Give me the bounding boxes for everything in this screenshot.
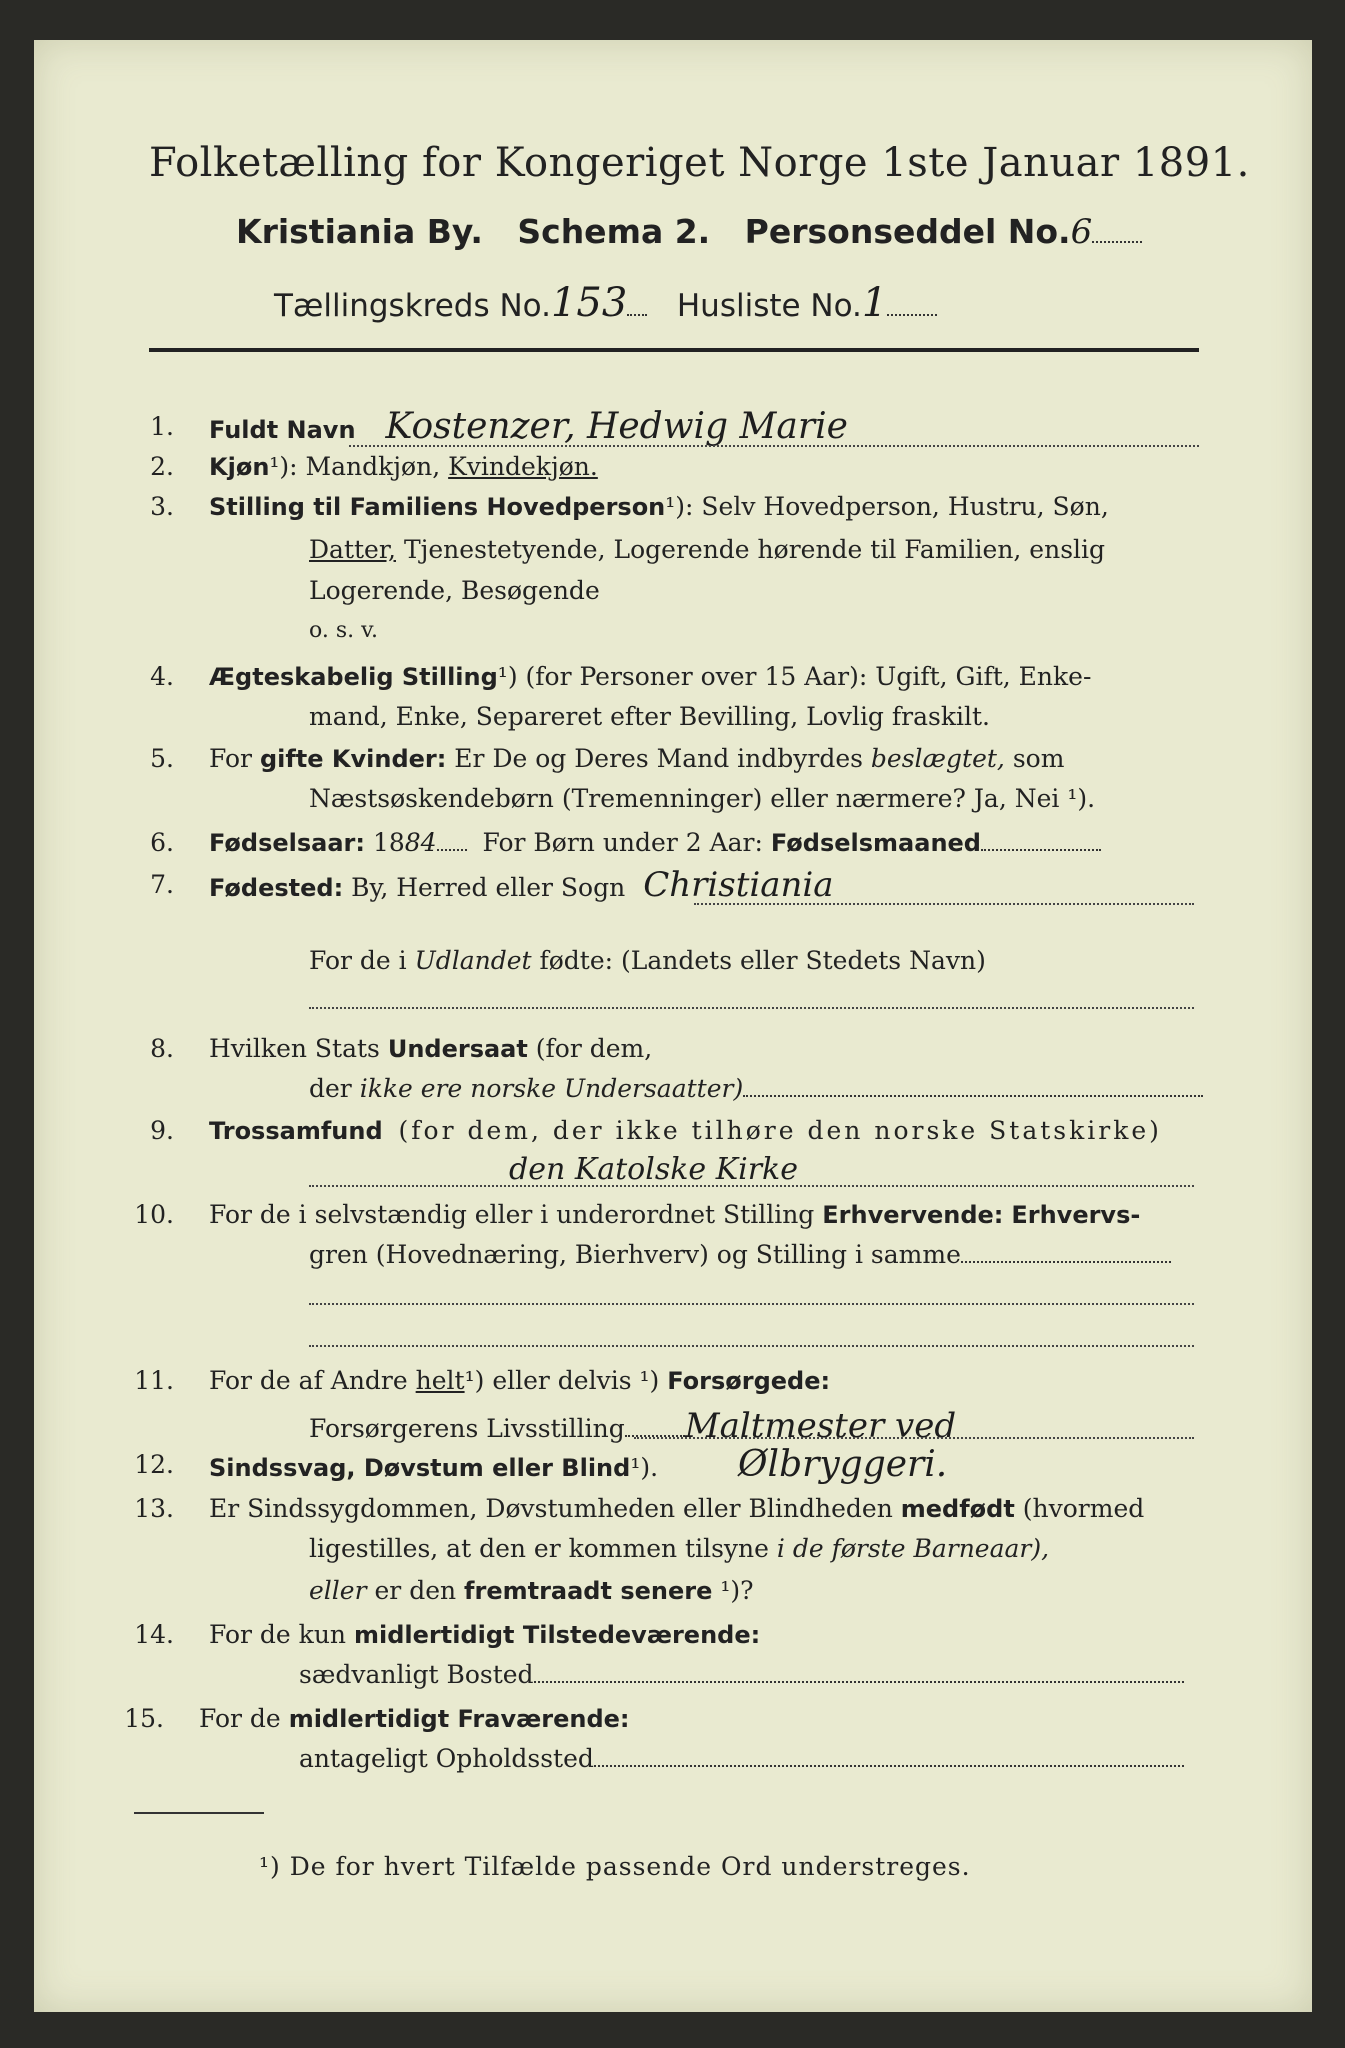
selected-option: Datter, (309, 535, 396, 564)
question-text: ¹) (for Personer over 15 Aar): Ugift, Gift, Enke- (497, 662, 1092, 691)
question-label: fremtraadt senere (464, 1577, 713, 1605)
question-text: antageligt Opholdssted (299, 1744, 594, 1773)
question-label: Undersaat (387, 1035, 528, 1063)
question-label: Ægteskabelig Stilling (209, 663, 498, 691)
question-8-line-2 (309, 1074, 1203, 1103)
question-text: For (209, 744, 252, 773)
question-10-line-2 (309, 1240, 1171, 1269)
question-text: By, Herred eller Sogn (351, 873, 626, 902)
selected-option: Kvindekjøn. (448, 452, 598, 481)
footnote-rule (134, 1812, 264, 1814)
question-text: ¹): Selv Hovedperson, Hustru, Søn, (665, 492, 1109, 521)
question-text: ¹)? (720, 1576, 754, 1605)
question-label: Erhvervende: (822, 1201, 1004, 1229)
question-label: Sindssvag, Døvstum eller Blind (209, 1454, 631, 1482)
answer-line (309, 1302, 1194, 1305)
husliste-label: Husliste No. (676, 288, 862, 324)
question-text: (hvormed (1022, 1494, 1145, 1523)
header-rule (149, 348, 1199, 352)
question-text: For de kun (209, 1620, 347, 1649)
question-number: 11. (134, 1366, 174, 1395)
personseddel-value: 6 (1070, 212, 1093, 252)
footnote: ¹) De for hvert Tilfælde passende Ord understreges. (259, 1852, 971, 1881)
year-prefix: 18 (372, 828, 405, 857)
religion-answer-wrap (509, 1152, 798, 1187)
question-number: 2. (150, 452, 174, 481)
question-4-line-2: mand, Enke, Separeret efter Bevilling, Lovlig fraskilt. (309, 702, 990, 731)
question-number: 3. (150, 492, 174, 521)
question-label: Trossamfund (209, 1117, 383, 1145)
question-text: ¹) eller delvis ¹) (464, 1366, 660, 1395)
question-text: der (309, 1074, 352, 1103)
question-3-line-2 (309, 535, 1105, 564)
question-text: Er Sindssygdommen, Døvstumheden eller Blindheden (209, 1494, 893, 1523)
question-5-line-2: Næstsøskendebørn (Tremenninger) eller nærmere? Ja, Nei ¹). (309, 784, 1096, 813)
question-text: fødte: (Landets eller Stedets Navn) (539, 946, 986, 975)
question-number: 4. (150, 662, 174, 691)
city-label: Kristiania By. (236, 212, 483, 251)
question-label: Kjøn (209, 453, 270, 481)
question-15-line-2 (299, 1744, 1184, 1773)
question-3-line-3: Logerende, Besøgende (309, 576, 600, 605)
schema-label: Schema 2. (517, 212, 711, 251)
question-number: 12. (134, 1450, 174, 1479)
question-text: For de af Andre (209, 1366, 408, 1395)
form-title: Folketælling for Kongeriget Norge 1ste Januar 1891. (149, 140, 1250, 186)
form-subtitle-2 (274, 280, 937, 326)
question-text: (for dem, (535, 1034, 653, 1063)
birthplace-answer: Christiania (643, 865, 834, 905)
question-3-line-4: o. s. v. (309, 618, 378, 643)
question-number: 5. (150, 744, 174, 773)
answer-line (309, 1344, 1194, 1347)
question-text: gren (Hovednæring, Bierhverv) og Stilling i samme (309, 1240, 961, 1269)
krets-value: 153 (550, 280, 628, 326)
question-label: Fødested: (209, 874, 344, 902)
question-text: Er De og Deres Mand indbyrdes (454, 744, 863, 773)
question-number: 6. (150, 828, 174, 857)
question-number: 9. (150, 1116, 174, 1145)
krets-label: Tællingskreds No. (274, 288, 551, 324)
question-13-line-3 (309, 1576, 754, 1605)
answer-line (309, 1006, 1194, 1009)
year-answer: 84 (404, 828, 437, 857)
husliste-value: 1 (861, 280, 888, 326)
question-number: 10. (134, 1200, 174, 1229)
question-text: ikke ere norske Undersaatter) (359, 1074, 744, 1103)
personseddel-label: Personseddel No. (744, 212, 1071, 251)
question-label: Fødselsaar: (209, 829, 365, 857)
question-label: Forsørgede: (667, 1367, 831, 1395)
census-form-page (34, 40, 1312, 2012)
question-11-line-2 (309, 1406, 956, 1446)
question-text: For de i selvstændig eller i underordnet Stilling (209, 1200, 815, 1229)
question-text: Erhvervs- (1011, 1201, 1141, 1229)
religion-answer: den Katolske Kirke (509, 1152, 798, 1187)
question-text: Forsørgerens Livsstilling (309, 1414, 625, 1443)
question-label: gifte Kvinder: (259, 745, 447, 773)
question-text: Tjenestetyende, Logerende hørende til Familien, enslig (403, 535, 1106, 564)
question-number: 14. (134, 1620, 174, 1649)
question-label: Fuldt Navn (209, 416, 356, 444)
question-number: 13. (134, 1494, 174, 1523)
question-label: Fødselsmaaned (770, 829, 981, 857)
question-text: eller (309, 1576, 367, 1605)
provider-occupation-answer-2: Ølbryggeri. (738, 1444, 948, 1485)
question-number: 8. (150, 1034, 174, 1063)
answer-line (309, 1184, 1194, 1187)
answer-line (634, 1436, 1194, 1439)
question-number: 1. (150, 412, 174, 441)
question-label: midlertidigt Fraværende: (288, 1705, 630, 1733)
question-text: ligestilles, at den er kommen tilsyne (309, 1534, 769, 1563)
name-answer: Kostenzer, Hedwig Marie (385, 406, 848, 447)
question-text: som (1012, 744, 1065, 773)
question-13-line-2 (309, 1534, 1049, 1563)
question-text: (for dem, der ikke tilhøre den norske Statskirke) (398, 1116, 1162, 1145)
question-label: medfødt (900, 1495, 1015, 1523)
answer-line (694, 902, 1194, 905)
question-text: beslægtet, (870, 744, 1005, 773)
question-text: Udlandet (414, 946, 532, 975)
question-text: ¹). (630, 1453, 659, 1482)
question-number: 7. (150, 870, 174, 899)
question-text: For Børn under 2 Aar: (482, 828, 763, 857)
question-text: i de første Barneaar), (776, 1534, 1050, 1563)
selected-option: helt (415, 1366, 465, 1395)
form-subtitle (236, 212, 1142, 252)
question-text: sædvanligt Bosted (299, 1660, 534, 1689)
provider-occupation-answer: Maltmester ved (684, 1406, 957, 1446)
question-number: 15. (124, 1704, 164, 1733)
question-text: For de i (309, 946, 407, 975)
question-text: Hvilken Stats (209, 1034, 380, 1063)
question-text: ¹): Mandkjøn, (269, 452, 441, 481)
question-text: For de (199, 1704, 281, 1733)
question-label: midlertidigt Tilstedeværende: (353, 1621, 761, 1649)
question-7-line-2 (309, 946, 986, 975)
question-14-line-2 (299, 1660, 1184, 1689)
question-label: Stilling til Familiens Hovedperson (209, 493, 666, 521)
answer-line (349, 444, 1199, 447)
question-text: er den (374, 1576, 457, 1605)
